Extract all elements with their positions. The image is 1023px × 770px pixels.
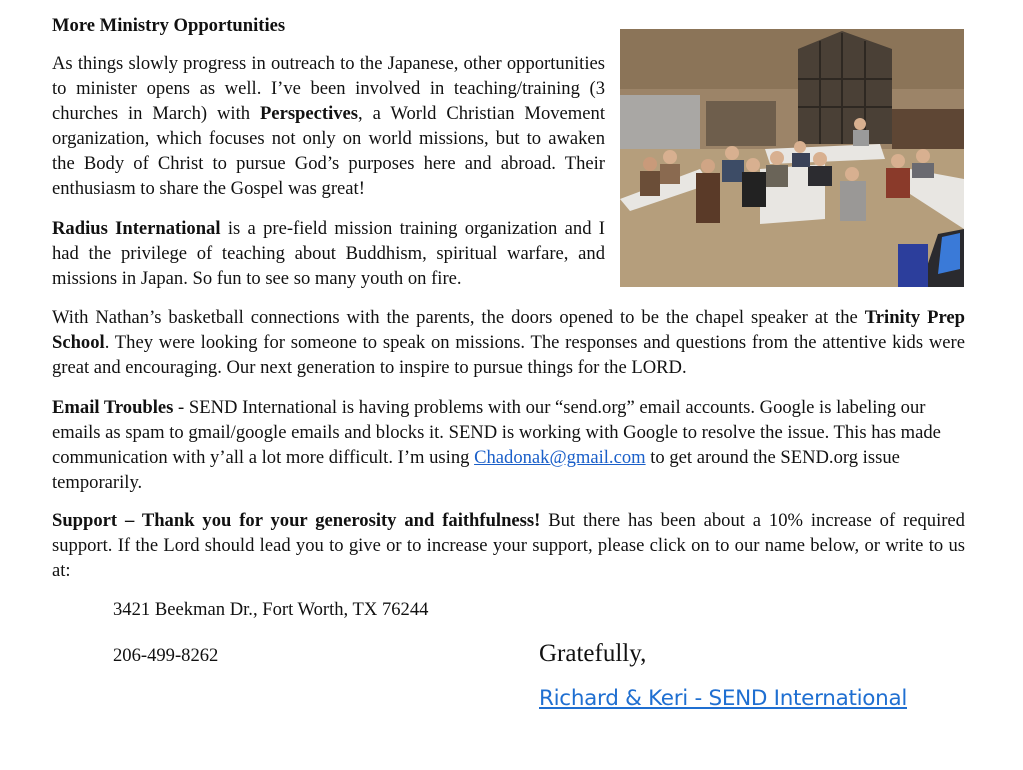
- group-photo-illustration: [620, 29, 964, 287]
- photo-window: [798, 31, 892, 144]
- perspectives-bold: Perspectives: [259, 103, 359, 124]
- photo-doorway: [706, 101, 776, 146]
- photo-chair: [898, 244, 928, 287]
- support-bold: Support – Thank you for your generosity and faithfulness!: [52, 510, 541, 531]
- intro-text: As things slowly progress in outreach to the Japanese, other opportunities to minister opens as well. I’ve been involved in teaching/training (3 churches in March) with: [52, 53, 605, 124]
- signature-link[interactable]: Richard & Keri - SEND International: [539, 686, 907, 711]
- paragraph-support: [52, 508, 965, 583]
- paragraph-email-troubles: [52, 395, 965, 495]
- email-troubles-bold: Email Troubles: [52, 397, 174, 418]
- support-text: But there has been about a 10% increase of required support. If the Lord should lead you to give or to increase your support, please click on to our name below, or write to us at:: [52, 510, 965, 581]
- intro-text-after: , a World Christian Movement organization, which focuses not only on world missions, but to awaken the Body of Christ to pursue God’s purposes here and abroad. Their enthusiasm to share the Gospel was great!: [52, 103, 605, 199]
- paragraph-radius: [52, 216, 605, 291]
- closing-text: Gratefully,: [539, 640, 647, 667]
- paragraph-perspectives: [52, 51, 605, 201]
- radius-text: is a pre-field mission training organization and I had the privilege of teaching about Buddhism, spiritual warfare, and missions in Japan. So fun to see so many youth on fire.: [52, 218, 605, 289]
- nathan-text-after: . They were looking for someone to speak on missions. The responses and questions from the attentive kids were great and encouraging. Our next generation to inspire to pursue things for the LORD.: [52, 332, 965, 378]
- email-troubles-text: - SEND International is having problems with our “send.org” email accounts. Google is labeling our emails as spam to gmail/google emails and blocks it. SEND is working with Google to resolve the issue. This has made communication with y’all a lot more difficult. I’m using: [52, 397, 941, 468]
- phone-number: 206-499-8262: [113, 645, 219, 666]
- group-photo: [620, 29, 964, 287]
- email-link[interactable]: Chadonak@gmail.com: [474, 447, 646, 468]
- radius-bold: Radius International: [52, 218, 221, 239]
- mailing-address: 3421 Beekman Dr., Fort Worth, TX 76244: [113, 599, 429, 620]
- photo-upper-wall: [620, 29, 964, 89]
- trinity-bold: Trinity Prep School: [52, 307, 965, 353]
- paragraph-trinity: [52, 305, 965, 380]
- email-troubles-text-after: to get around the SEND.org issue temporarily.: [52, 447, 900, 493]
- photo-stage: [892, 109, 964, 149]
- section-heading: More Ministry Opportunities: [52, 15, 286, 36]
- nathan-text: With Nathan’s basketball connections with the parents, the doors opened to be the chapel speaker at the: [52, 307, 865, 328]
- photo-curtain: [620, 95, 700, 153]
